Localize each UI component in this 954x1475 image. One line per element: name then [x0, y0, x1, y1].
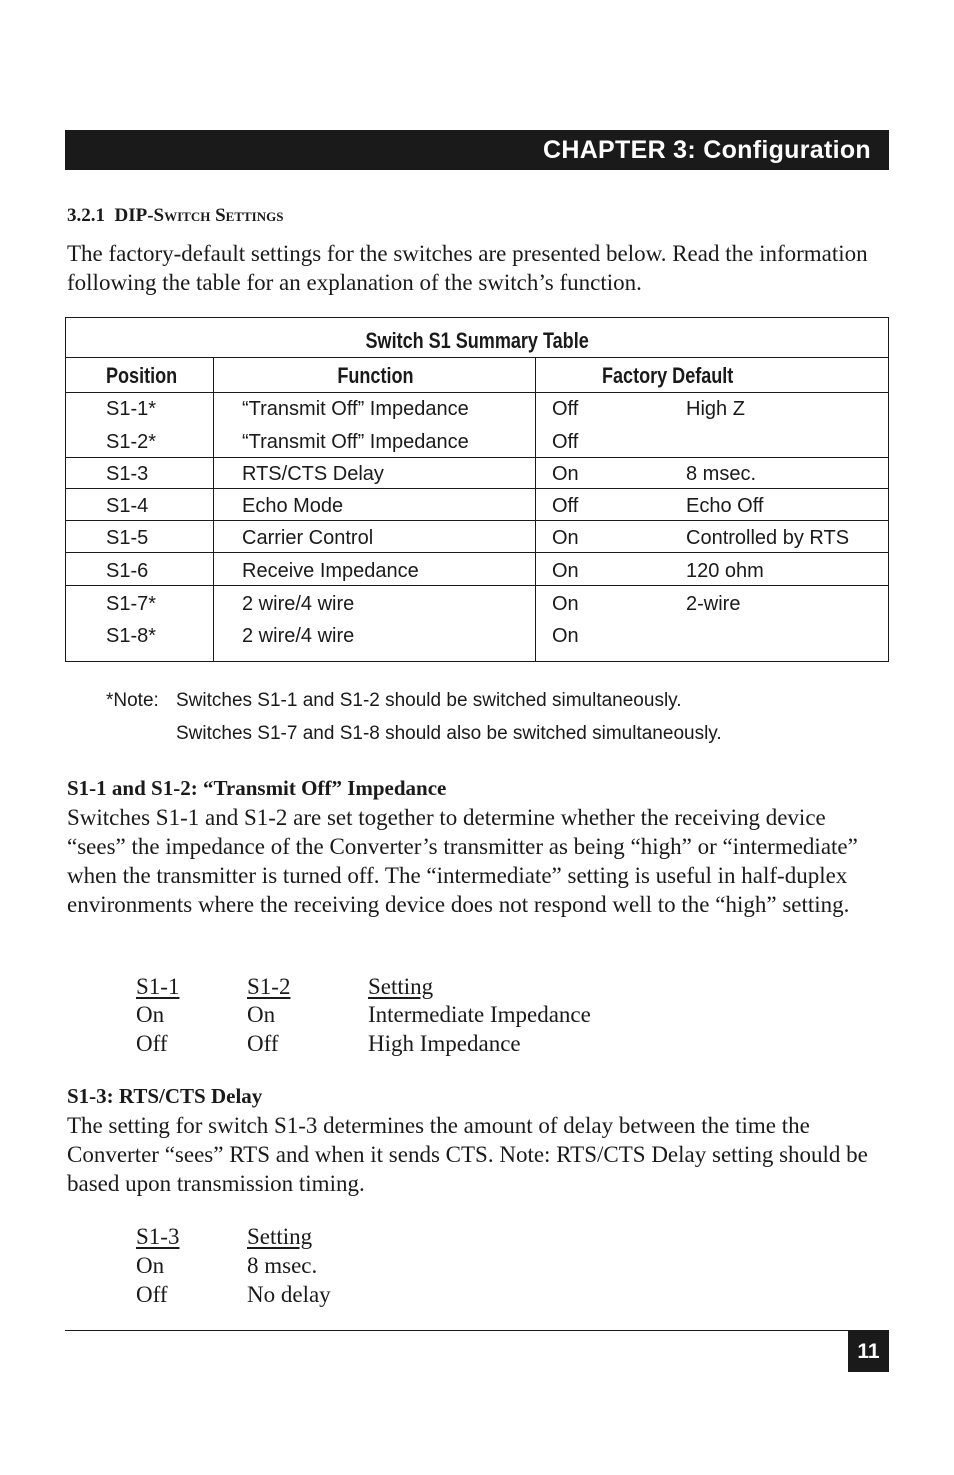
section-intro: The factory-default settings for the switches are presented below. Read the information following the table for an explanation of the switch’s function.	[67, 241, 868, 295]
cell-position: S1-5	[106, 527, 149, 549]
cell-state: Off	[552, 398, 579, 420]
row-divider	[66, 552, 888, 553]
row-divider	[66, 585, 888, 586]
header-factory-default	[536, 358, 888, 393]
row-divider	[66, 488, 888, 489]
impedance-heading: S1-1 and S1-2: “Transmit Off” Impedance	[67, 776, 447, 800]
footer-rule	[65, 1330, 889, 1331]
cell-position: S1-7*	[106, 593, 157, 615]
delay-cell: Off	[136, 1282, 168, 1307]
header-factory-default-text: Factory Default	[602, 363, 734, 388]
impedance-cell: Intermediate Impedance	[368, 1002, 591, 1027]
delay-heading: S1-3: RTS/CTS Delay	[67, 1084, 263, 1108]
impedance-header-s1-2: S1-2	[247, 974, 291, 999]
cell-position: S1-2*	[106, 431, 157, 453]
header-function-text: Function	[336, 363, 414, 388]
cell-state: On	[552, 527, 579, 549]
cell-state: On	[552, 463, 579, 485]
row-divider	[66, 520, 888, 521]
cell-function: Receive Impedance	[242, 560, 419, 582]
cell-meaning: 120 ohm	[686, 560, 764, 582]
cell-meaning: 2-wire	[686, 593, 741, 615]
cell-function: 2 wire/4 wire	[242, 625, 355, 647]
header-position	[66, 358, 214, 393]
section-number: 3.2.1	[67, 205, 105, 226]
cell-meaning: Echo Off	[686, 495, 764, 517]
impedance-cell: Off	[247, 1031, 279, 1056]
section-title: DIP-Switch Settings	[114, 205, 284, 226]
impedance-cell: High Impedance	[368, 1031, 521, 1056]
cell-position: S1-1*	[106, 398, 157, 420]
cell-function: RTS/CTS Delay	[242, 463, 384, 485]
note-line-2: Switches S1-7 and S1-8 should also be switched simultaneously.	[176, 723, 722, 744]
cell-state: On	[552, 593, 579, 615]
delay-header-setting: Setting	[247, 1224, 313, 1249]
header-function	[214, 358, 536, 393]
note-line-1: Switches S1-1 and S1-2 should be switched simultaneously.	[176, 690, 682, 711]
delay-header-s1-3: S1-3	[136, 1224, 180, 1249]
delay-body: The setting for switch S1-3 determines the amount of delay between the time the Converter “sees” RTS and when it sends CTS. Note: RTS/CTS Delay setting should be based upon transmission timing.	[67, 1113, 868, 1196]
delay-cell: No delay	[247, 1282, 331, 1307]
cell-function: Carrier Control	[242, 527, 374, 549]
cell-position: S1-8*	[106, 625, 157, 647]
note-label: *Note:	[106, 690, 159, 711]
column-divider	[535, 358, 536, 661]
impedance-cell: On	[136, 1002, 165, 1027]
delay-cell: On	[136, 1253, 165, 1278]
chapter-header: CHAPTER 3: Configuration	[65, 130, 889, 170]
impedance-cell: Off	[136, 1031, 168, 1056]
cell-position: S1-3	[106, 463, 149, 485]
cell-state: On	[552, 625, 579, 647]
impedance-cell: On	[247, 1002, 276, 1027]
table-caption	[66, 318, 888, 358]
cell-meaning: 8 msec.	[686, 463, 757, 485]
cell-state: Off	[552, 431, 579, 453]
table-caption-text: Switch S1 Summary Table	[365, 328, 589, 354]
cell-function: 2 wire/4 wire	[242, 593, 355, 615]
column-divider	[213, 358, 214, 661]
impedance-header-s1-1: S1-1	[136, 974, 180, 999]
delay-cell: 8 msec.	[247, 1253, 318, 1278]
cell-function: “Transmit Off” Impedance	[242, 398, 469, 420]
section-heading	[67, 205, 283, 227]
impedance-body: Switches S1-1 and S1-2 are set together to determine whether the receiving device “sees” the impedance of the Converter’s transmitter as being “high” or “intermediate” when the transmitter is turned off. The “intermediate” setting is useful in half-duplex environments where the receiving device does not respond well to the “high” setting.	[67, 805, 858, 917]
cell-position: S1-6	[106, 560, 149, 582]
switch-summary-table	[65, 317, 889, 662]
cell-state: On	[552, 560, 579, 582]
page-number: 11	[848, 1331, 889, 1372]
row-divider	[66, 457, 888, 458]
impedance-header-setting: Setting	[368, 974, 434, 999]
cell-state: Off	[552, 495, 579, 517]
cell-position: S1-4	[106, 495, 149, 517]
cell-function: Echo Mode	[242, 495, 344, 517]
cell-function: “Transmit Off” Impedance	[242, 431, 469, 453]
cell-meaning: Controlled by RTS	[686, 527, 850, 549]
header-position-text: Position	[106, 363, 178, 388]
cell-meaning: High Z	[686, 398, 745, 420]
